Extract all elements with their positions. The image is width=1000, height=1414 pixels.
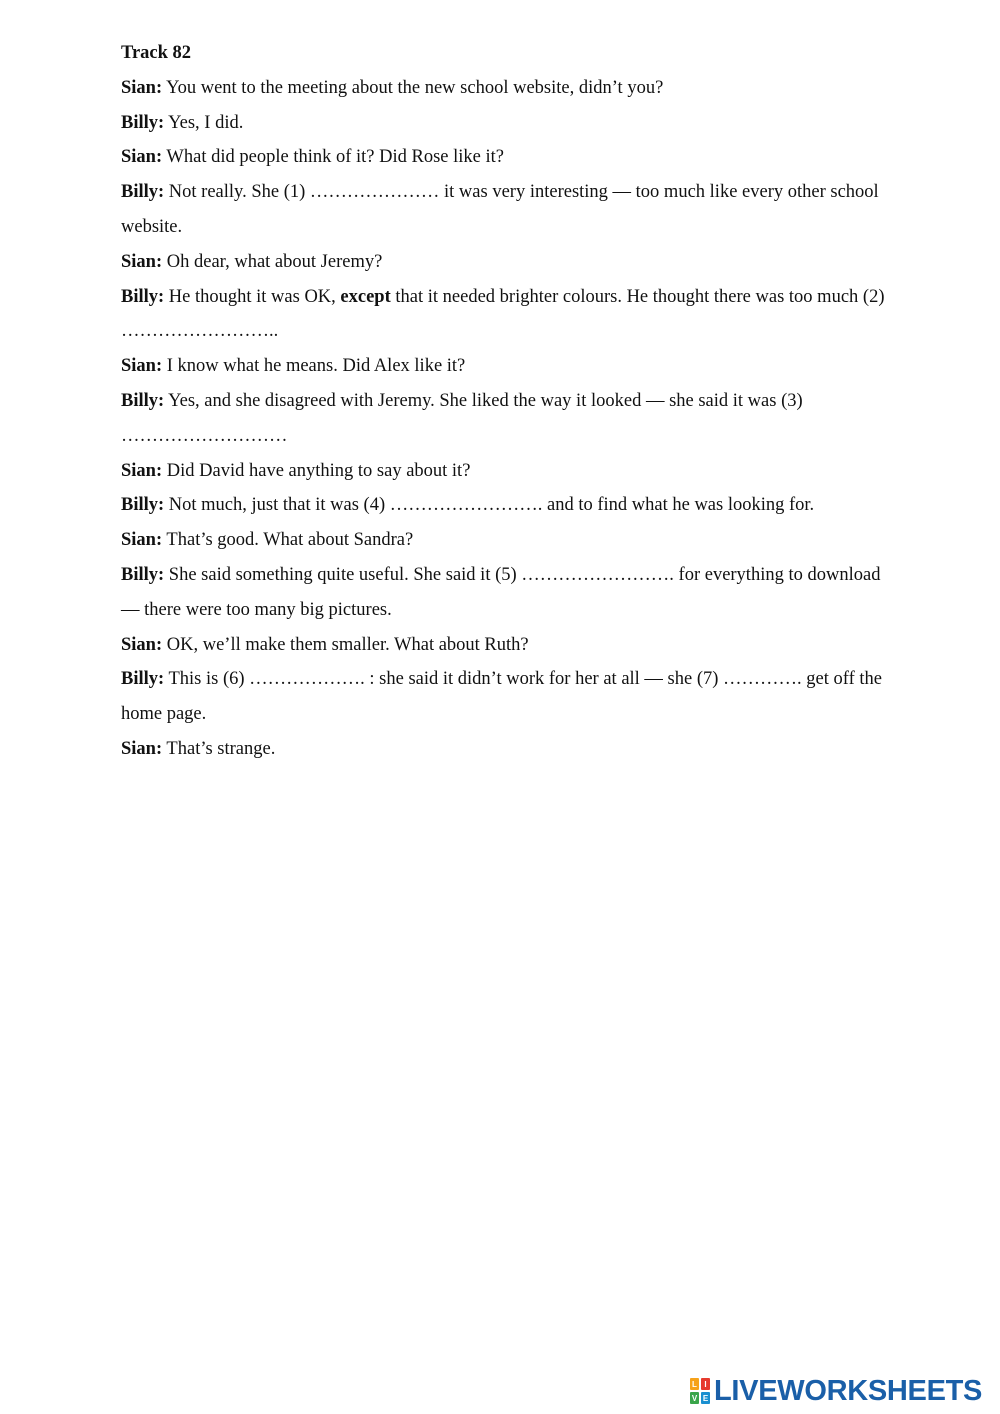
- dialogue-text: That’s good. What about Sandra?: [162, 530, 414, 551]
- dialogue-text: Yes, I did.: [164, 112, 244, 133]
- dialogue-line-15: [121, 732, 891, 767]
- dialogue-line-7: [121, 349, 891, 384]
- speaker-label: Sian:: [121, 77, 163, 98]
- logo-mark-icon: [690, 1378, 710, 1404]
- dialogue-line-12: [121, 558, 891, 628]
- liveworksheets-logo: [690, 1374, 982, 1408]
- logo-mark-tile: I: [701, 1378, 710, 1390]
- dialogue-line-4: [121, 175, 891, 245]
- dialogue-text: He thought it was OK,: [164, 286, 341, 307]
- dialogue-text: You went to the meeting about the new school website, didn’t you?: [162, 77, 664, 98]
- dialogue-line-13: [121, 628, 891, 663]
- emphasis-word: except: [340, 286, 391, 307]
- speaker-label: Billy:: [121, 390, 165, 411]
- speaker-label: Sian:: [121, 147, 163, 168]
- dialogue-line-9: [121, 454, 891, 489]
- speaker-label: Billy:: [121, 286, 165, 307]
- speaker-label: Billy:: [121, 182, 165, 203]
- dialogue-text: Yes, and she disagreed with Jeremy. She liked the way it looked — she said it was (3) ………………………: [121, 390, 803, 446]
- dialogue-text: I know what he means. Did Alex like it?: [162, 356, 466, 377]
- dialogue-line-6: [121, 280, 891, 350]
- dialogue-line-2: [121, 106, 891, 141]
- speaker-label: Sian:: [121, 251, 163, 272]
- speaker-label: Billy:: [121, 564, 165, 585]
- logo-mark-tile: E: [702, 1393, 709, 1403]
- dialogue-text: Not much, just that it was (4) ……………………. and to find what he was looking for.: [164, 495, 815, 516]
- speaker-label: Sian:: [121, 634, 163, 655]
- dialogue-text: OK, we’ll make them smaller. What about Ruth?: [162, 634, 529, 655]
- dialogue-line-1: [121, 71, 891, 106]
- dialogue-text: This is (6) ………………. : she said it didn’t work for her at all — she (7) …………. get off the home page.: [121, 669, 882, 725]
- dialogue-line-3: [121, 140, 891, 175]
- dialogue-text: that it needed brighter colours. He thought there was too much (2) ……………………..: [121, 286, 885, 342]
- logo-mark-tile: V: [691, 1393, 698, 1403]
- logo-text: LIVEWORKSHEETS: [714, 1374, 983, 1407]
- dialogue-text: Not really. She (1) ………………… it was very interesting — too much like every other school website.: [121, 182, 879, 237]
- dialogue-line-5: [121, 245, 891, 280]
- dialogue-text: She said something quite useful. She said it (5) ……………………. for everything to download — there were too many big pictures.: [121, 564, 881, 620]
- logo-mark-tile: L: [690, 1378, 699, 1390]
- speaker-label: Billy:: [121, 112, 165, 133]
- speaker-label: Sian:: [121, 460, 163, 481]
- speaker-label: Billy:: [121, 495, 165, 516]
- dialogue-line-10: [121, 488, 891, 523]
- worksheet-page: [121, 36, 891, 767]
- dialogue-line-8: [121, 384, 891, 454]
- track-title: Track 82: [121, 43, 192, 63]
- dialogue-text: That’s strange.: [162, 738, 276, 759]
- speaker-label: Billy:: [121, 669, 165, 690]
- speaker-label: Sian:: [121, 356, 163, 377]
- dialogue-text: What did people think of it? Did Rose like it?: [162, 147, 504, 168]
- dialogue-line-14: [121, 662, 891, 732]
- dialogue-text: Oh dear, what about Jeremy?: [162, 251, 383, 272]
- speaker-label: Sian:: [121, 530, 163, 551]
- speaker-label: Sian:: [121, 738, 163, 759]
- dialogue-text: Did David have anything to say about it?: [162, 460, 471, 481]
- dialogue-line-11: [121, 523, 891, 558]
